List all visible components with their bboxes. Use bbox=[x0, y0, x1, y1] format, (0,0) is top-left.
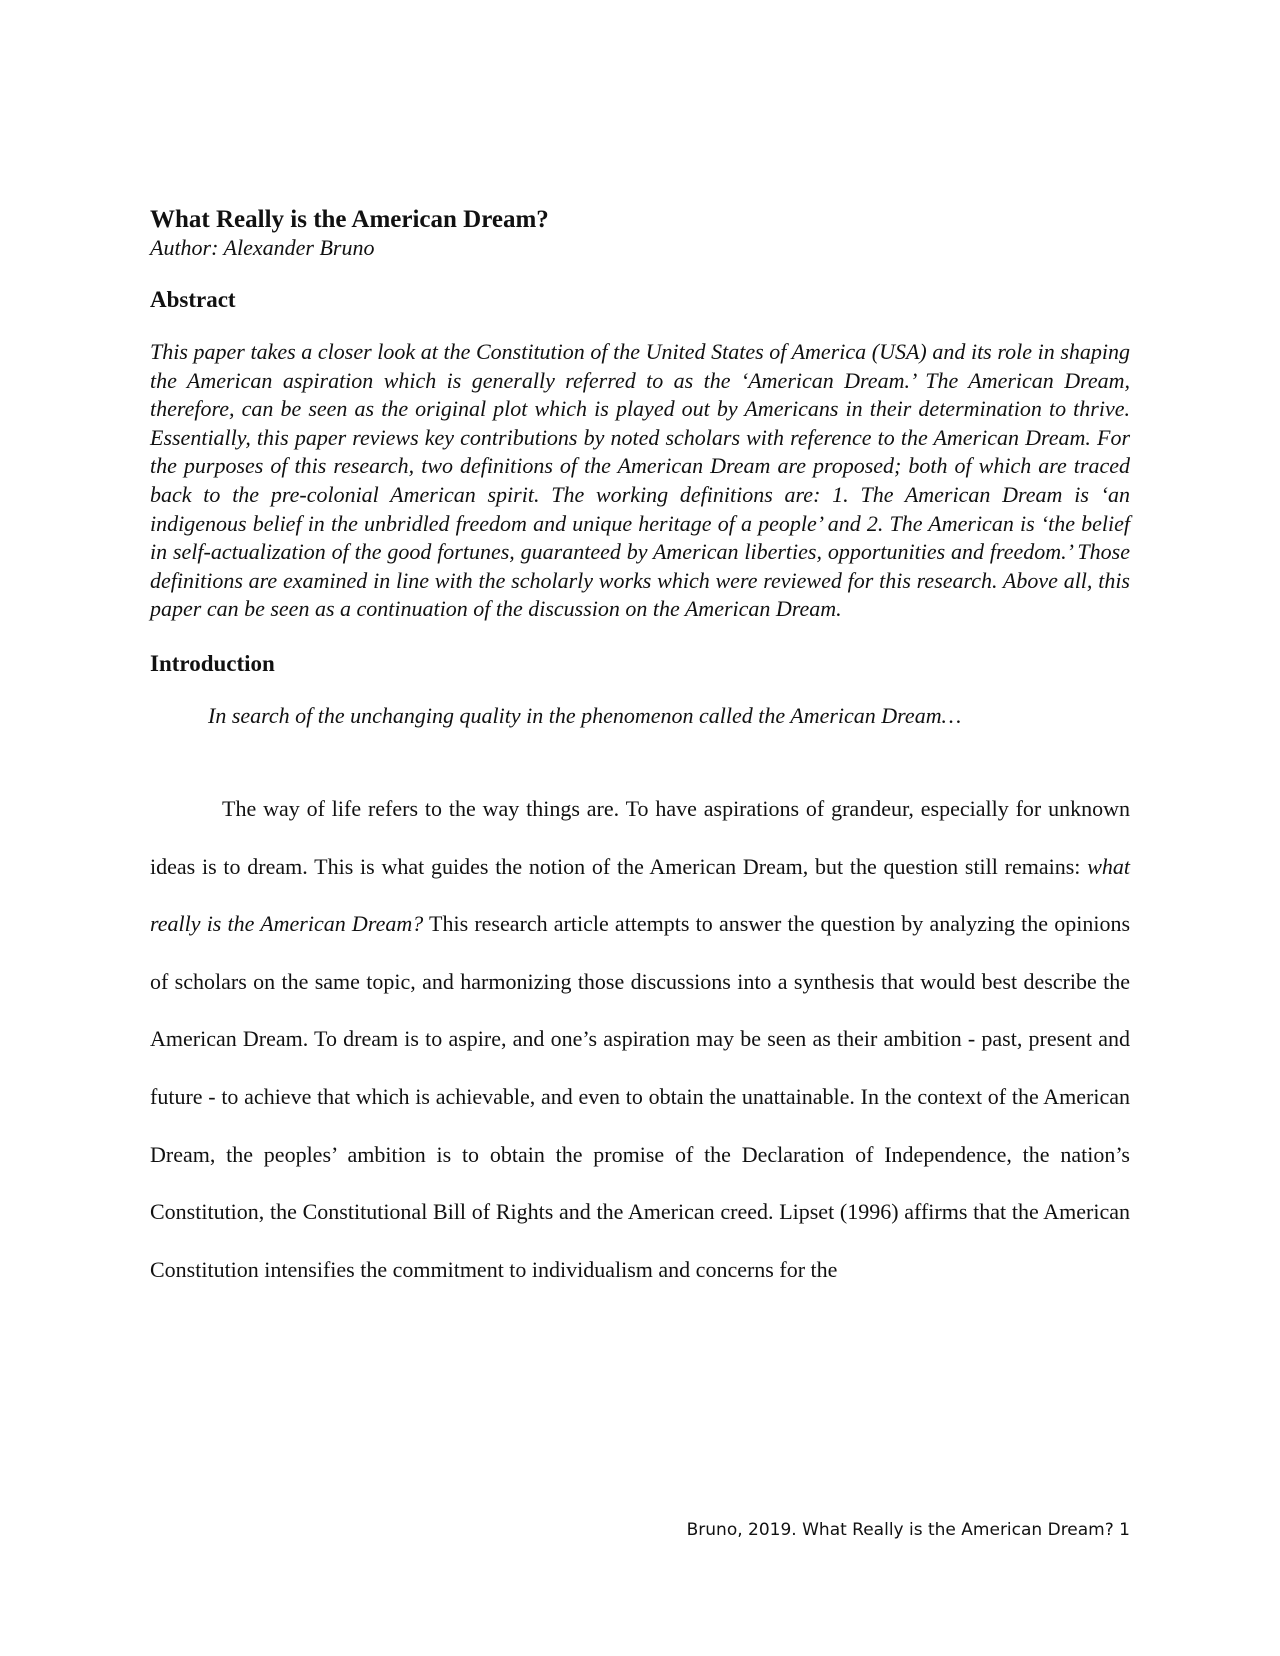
epigraph: In search of the unchanging quality in the phenomenon called the American Dream… bbox=[208, 702, 962, 728]
abstract-heading: Abstract bbox=[150, 287, 236, 312]
paragraph-text-end: This research article attempts to answer the question by analyzing the opinions of scholars on the same topic, and harmonizing those discussions into a synthesis that would best describe the American Dream. To dream is to aspire, and one’s aspiration may be seen as their ambition - past, present and future - to achieve that which is achievable, and even to obtain the unattainable. In the context of the American Dream, the peoples’ ambition is to obtain the promise of the Declaration of Independence, the nation’s Constitution, the Constitutional Bill of Rights and the American creed. Lipset (1996) affirms that the American Constitution intensifies the commitment to individualism and concerns for the bbox=[150, 911, 1131, 1282]
paragraph-text-start: The way of life refers to the way things are. To have aspirations of grandeur, especially for unknown ideas is to dream. This is what guides the notion of the American Dream, but the question still remains: bbox=[150, 795, 1130, 879]
introduction-paragraph bbox=[150, 780, 1130, 1298]
introduction-heading: Introduction bbox=[150, 650, 275, 676]
page-footer: Bruno, 2019. What Really is the American Dream? 1 bbox=[686, 1520, 1130, 1540]
paper-author: Author: Alexander Bruno bbox=[150, 235, 375, 260]
abstract-text: This paper takes a closer look at the Constitution of the United States of America (USA) and its role in shaping the American aspiration which is generally referred to as the ‘American Dream.’ The American Dream, therefore, can be seen as the original plot which is played out by Americans in their determination to thrive. Essentially, this paper reviews key contributions by noted scholars with reference to the American Dream. For the purposes of this research, two definitions of the American Dream are proposed; both of which are traced back to the pre-colonial American spirit. The working definitions are: 1. The American Dream is ‘an indigenous belief in the unbridled freedom and unique heritage of a people’ and 2. The American is ‘the belief in self-actualization of the good fortunes, guaranteed by American liberties, opportunities and freedom.’ Those definitions are examined in line with the scholarly works which were reviewed for this research. Above all, this paper can be seen as a continuation of the discussion on the American Dream. bbox=[150, 339, 1130, 622]
page-content bbox=[150, 206, 1130, 1298]
emphasized-question: what really is the American Dream? bbox=[150, 853, 1130, 937]
paper-title: What Really is the American Dream? bbox=[150, 206, 549, 233]
